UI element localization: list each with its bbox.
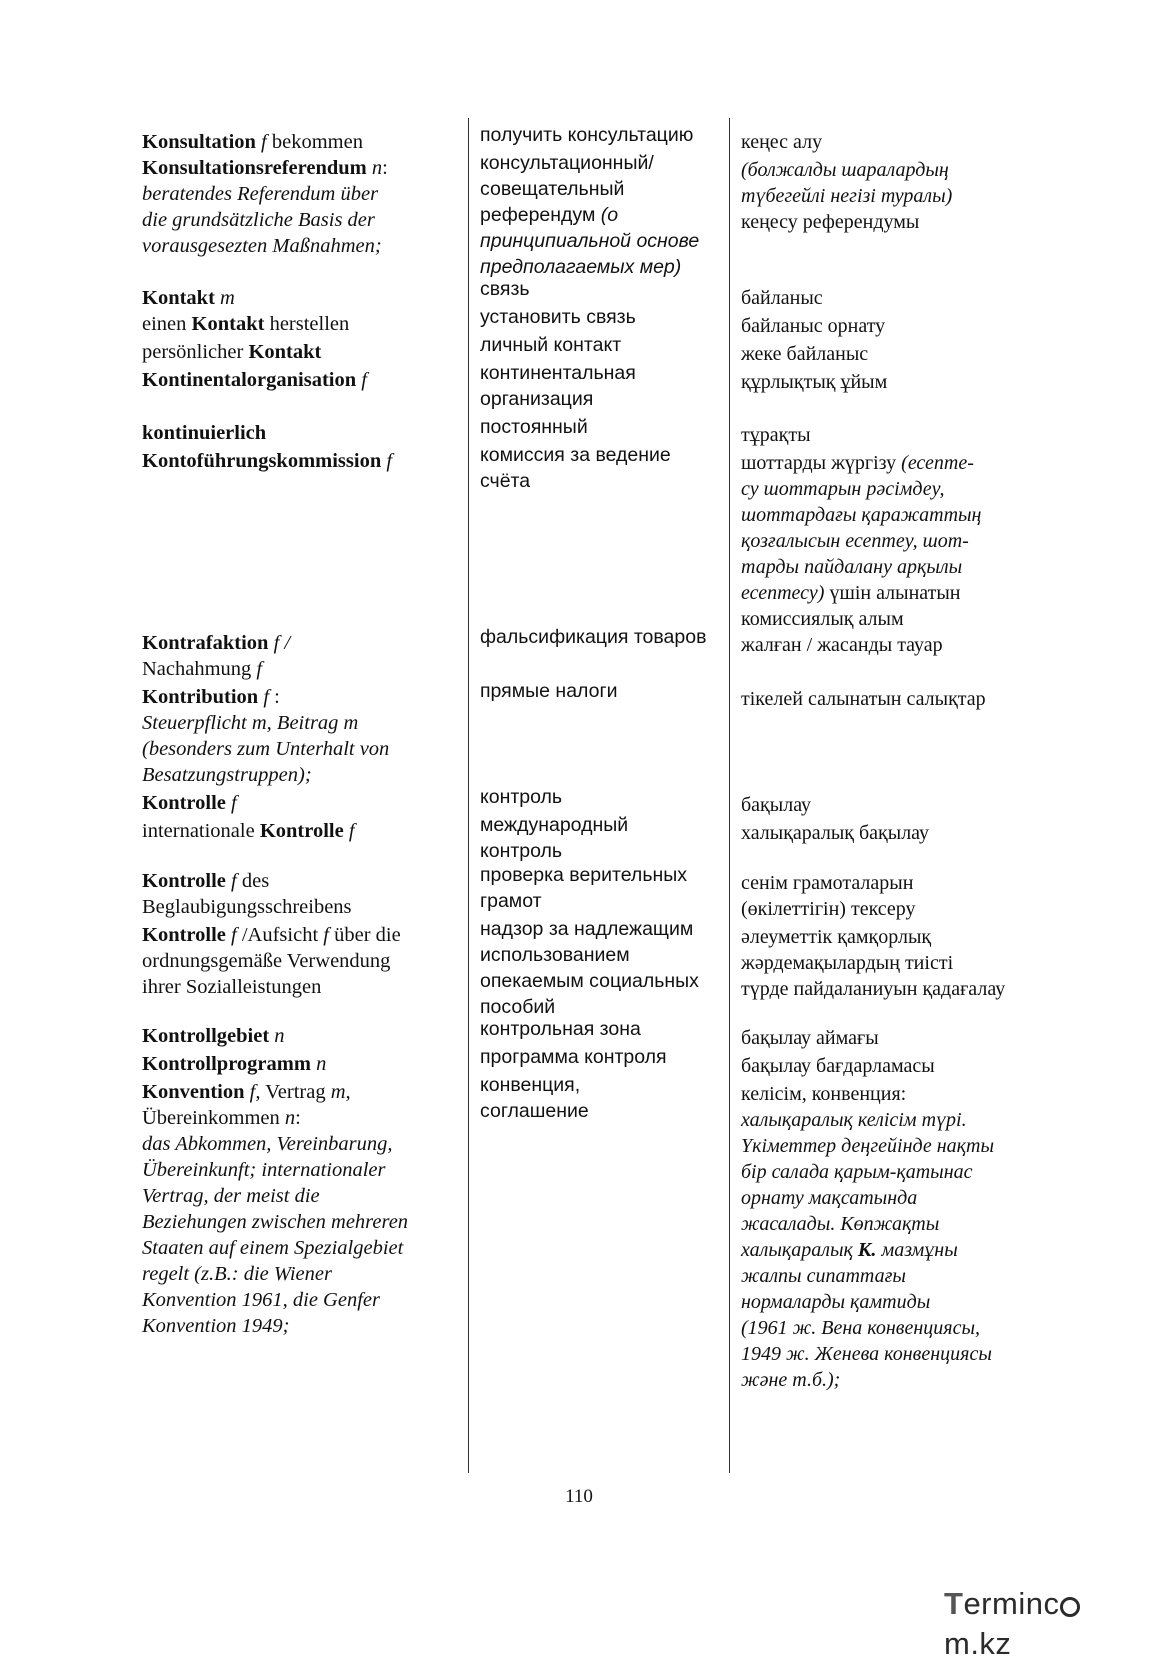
kazakh-line bbox=[741, 1289, 930, 1315]
russian-text-run: надзор за надлежащим bbox=[480, 918, 694, 940]
german-text-run: Konsultation bbox=[142, 131, 256, 153]
kazakh-text-run: (өкілеттігін) тексеру bbox=[741, 898, 916, 920]
russian-line bbox=[480, 468, 530, 494]
kazakh-line bbox=[741, 422, 811, 448]
kazakh-line bbox=[741, 1081, 906, 1107]
german-text-run: kontinuierlich bbox=[142, 422, 267, 444]
german-text-run: f bbox=[225, 870, 237, 892]
german-line bbox=[142, 311, 349, 337]
german-text-run: Kontrolle bbox=[142, 924, 226, 946]
kazakh-text-run: жасалады. Көпжақты bbox=[741, 1213, 940, 1235]
german-text-run: Übereinkommen bbox=[142, 1107, 285, 1129]
russian-line bbox=[480, 838, 562, 864]
kazakh-text-run: халықаралық бақылау bbox=[741, 822, 930, 844]
german-line bbox=[142, 129, 363, 155]
russian-text-run: контрольная зона bbox=[480, 1018, 641, 1040]
german-text-run: ordnungsgemäße Verwendung bbox=[142, 950, 391, 972]
german-line bbox=[142, 367, 367, 393]
russian-text-run: использованием bbox=[480, 944, 630, 966]
german-line bbox=[142, 710, 358, 736]
german-text-run: Konsultationsreferendum bbox=[142, 157, 367, 179]
russian-line bbox=[480, 784, 562, 810]
german-text-run: (besonders zum Unterhalt von bbox=[142, 738, 390, 760]
russian-text-run: континентальная bbox=[480, 362, 636, 384]
german-line bbox=[142, 181, 378, 207]
kazakh-text-run: тұрақты bbox=[741, 424, 811, 446]
german-text-run: n bbox=[284, 1107, 296, 1129]
termincom-logo[interactable] bbox=[944, 1584, 1144, 1661]
german-text-run: Besatzungstruppen); bbox=[142, 764, 312, 786]
kazakh-line bbox=[741, 313, 885, 339]
german-text-run: f bbox=[258, 686, 270, 708]
kazakh-text-run: сенім грамоталарын bbox=[741, 872, 914, 894]
kazakh-line bbox=[741, 341, 868, 367]
kazakh-line bbox=[741, 528, 969, 554]
kazakh-line bbox=[741, 924, 931, 950]
kazakh-line bbox=[741, 686, 986, 712]
kazakh-line bbox=[741, 792, 811, 818]
russian-text-run: принципиальной основе bbox=[480, 230, 700, 252]
russian-line bbox=[480, 304, 636, 330]
russian-line bbox=[480, 968, 699, 994]
german-text-run: : bbox=[269, 686, 280, 708]
kazakh-line bbox=[741, 476, 945, 502]
russian-line bbox=[480, 228, 699, 254]
german-line bbox=[142, 1313, 289, 1339]
german-text-run: Kontrollprogramm bbox=[142, 1053, 311, 1075]
kazakh-text-run: мазмұны bbox=[876, 1239, 958, 1261]
kazakh-text-run: жалған / жасанды тауар bbox=[741, 634, 943, 656]
kazakh-line bbox=[741, 580, 961, 606]
kazakh-line bbox=[741, 1237, 958, 1263]
german-text-run: f bbox=[343, 820, 355, 842]
german-text-run: Kontinentalorganisation bbox=[142, 369, 357, 391]
logo-domain: m.kz bbox=[944, 1626, 1012, 1661]
kazakh-text-run: (болжалды шаралардың bbox=[741, 159, 949, 181]
german-line bbox=[142, 339, 321, 365]
russian-line bbox=[480, 1044, 667, 1070]
kazakh-line bbox=[741, 606, 904, 632]
kazakh-text-run: халықаралық келісім түрі. bbox=[741, 1109, 967, 1131]
german-text-run: bekommen bbox=[266, 131, 363, 153]
german-text-run: f bbox=[251, 658, 263, 680]
german-text-run: n bbox=[310, 1053, 327, 1075]
german-text-run: Kontoführungskommission bbox=[142, 450, 382, 472]
german-line bbox=[142, 1235, 403, 1261]
kazakh-text-run: комиссиялық алым bbox=[741, 608, 904, 630]
german-text-run: Kontakt bbox=[191, 313, 265, 335]
german-text-run: persönlicher bbox=[142, 341, 249, 363]
kazakh-line bbox=[741, 1341, 992, 1367]
russian-text-run: пособий bbox=[480, 996, 556, 1018]
german-text-run: Beglaubigungsschreibens bbox=[142, 896, 352, 918]
german-line bbox=[142, 656, 262, 682]
kazakh-text-run: және т.б.); bbox=[741, 1369, 841, 1391]
russian-text-run: (о bbox=[600, 204, 619, 226]
german-line bbox=[142, 285, 235, 311]
kazakh-line bbox=[741, 1367, 840, 1393]
kazakh-line bbox=[741, 1025, 879, 1051]
kazakh-line bbox=[741, 632, 943, 658]
german-line bbox=[142, 1051, 326, 1077]
kazakh-text-run: шоттардағы қаражаттың bbox=[741, 504, 982, 526]
german-line bbox=[142, 868, 269, 894]
german-line bbox=[142, 1131, 393, 1157]
russian-line bbox=[480, 386, 593, 412]
russian-text-run: международный bbox=[480, 814, 629, 836]
kazakh-line bbox=[741, 820, 929, 846]
kazakh-line bbox=[741, 502, 981, 528]
german-text-run: herstellen bbox=[264, 313, 350, 335]
german-text-run: f bbox=[323, 924, 329, 946]
german-text-run: Staaten auf einem Spezialgebiet bbox=[142, 1237, 404, 1259]
german-line bbox=[142, 233, 382, 259]
russian-line bbox=[480, 414, 588, 440]
russian-text-run: консультационный/ bbox=[480, 152, 654, 174]
german-text-run: Kontrafaktion bbox=[142, 632, 269, 654]
german-text-run: m bbox=[214, 287, 235, 309]
german-text-run: n bbox=[269, 1025, 285, 1047]
kazakh-text-run: су шоттарын рәсімдеу, bbox=[741, 478, 945, 500]
russian-line bbox=[480, 150, 654, 176]
german-line bbox=[142, 1157, 386, 1183]
kazakh-line bbox=[741, 1185, 917, 1211]
german-line bbox=[142, 1023, 285, 1049]
russian-text-run: организация bbox=[480, 388, 594, 410]
russian-line bbox=[480, 202, 618, 228]
kazakh-line bbox=[741, 1263, 906, 1289]
german-text-run: /Aufsicht bbox=[236, 924, 324, 946]
column-divider-left bbox=[468, 118, 469, 1473]
kazakh-line bbox=[741, 183, 952, 209]
kazakh-line bbox=[741, 1211, 939, 1237]
kazakh-line bbox=[741, 129, 822, 155]
russian-line bbox=[480, 624, 706, 650]
russian-line bbox=[480, 942, 630, 968]
kazakh-text-run: (1961 ж. Вена конвенциясы, bbox=[741, 1317, 980, 1339]
kazakh-text-run: 1949 ж. Женева конвенциясы bbox=[741, 1343, 992, 1365]
russian-line bbox=[480, 916, 693, 942]
russian-line bbox=[480, 122, 693, 148]
german-text-run: Beziehungen zwischen mehreren bbox=[142, 1211, 409, 1233]
german-text-run: f bbox=[356, 369, 367, 391]
kazakh-text-run: кеңесу референдумы bbox=[741, 211, 920, 233]
russian-text-run: программа контроля bbox=[480, 1046, 667, 1068]
russian-line bbox=[480, 1098, 589, 1124]
russian-line bbox=[480, 678, 618, 704]
russian-line bbox=[480, 276, 530, 302]
german-line bbox=[142, 948, 390, 974]
russian-line bbox=[480, 332, 621, 358]
german-text-run: f bbox=[225, 792, 237, 814]
german-text-run: : bbox=[295, 1107, 301, 1129]
german-text-run: über die bbox=[328, 924, 401, 946]
kazakh-text-run: бақылау bbox=[741, 794, 812, 816]
german-text-run: Vertrag, der meist die bbox=[142, 1185, 320, 1207]
german-text-run: f / bbox=[268, 632, 291, 654]
kazakh-text-run: халықаралық bbox=[741, 1239, 858, 1261]
german-line bbox=[142, 1287, 380, 1313]
german-line bbox=[142, 1183, 320, 1209]
kazakh-text-run: есептесу) bbox=[741, 582, 825, 604]
russian-line bbox=[480, 812, 628, 838]
german-text-run: Konvention 1949; bbox=[142, 1315, 290, 1337]
russian-line bbox=[480, 442, 671, 468]
russian-text-run: контроль bbox=[480, 840, 563, 862]
german-line bbox=[142, 684, 280, 710]
russian-text-run: получить консультацию bbox=[480, 124, 694, 146]
german-text-run: Übereinkunft; internationaler bbox=[142, 1159, 386, 1181]
kazakh-line bbox=[741, 554, 962, 580]
german-line bbox=[142, 1079, 351, 1105]
russian-text-run: конвенция, bbox=[480, 1074, 581, 1096]
column-divider-right bbox=[729, 118, 730, 1473]
german-text-run: beratendes Referendum über bbox=[142, 183, 379, 205]
kazakh-line bbox=[741, 285, 823, 311]
kazakh-text-run: үшін алынатын bbox=[824, 582, 961, 604]
kazakh-text-run: (есепте- bbox=[901, 452, 974, 474]
kazakh-line bbox=[741, 369, 887, 395]
kazakh-text-run: орнату мақсатында bbox=[741, 1187, 918, 1209]
kazakh-text-run: К. bbox=[857, 1239, 877, 1261]
german-text-run: m, bbox=[330, 1081, 351, 1103]
german-line bbox=[142, 762, 312, 788]
russian-text-run: фальсификация товаров bbox=[480, 626, 707, 648]
kazakh-text-run: кеңес алу bbox=[741, 131, 823, 153]
kazakh-line bbox=[741, 450, 974, 476]
russian-line bbox=[480, 176, 624, 202]
german-text-run: Kontrolle bbox=[142, 792, 226, 814]
russian-text-run: установить связь bbox=[480, 306, 636, 328]
kazakh-text-run: жалпы сипаттағы bbox=[741, 1265, 906, 1287]
german-text-run: ihrer Sozialleistungen bbox=[142, 976, 322, 998]
russian-text-run: опекаемым социальных bbox=[480, 970, 699, 992]
german-line bbox=[142, 736, 389, 762]
russian-line bbox=[480, 360, 636, 386]
german-line bbox=[142, 922, 401, 948]
kazakh-text-run: бақылау аймағы bbox=[741, 1027, 879, 1049]
kazakh-text-run: бақылау бағдарламасы bbox=[741, 1055, 935, 1077]
german-text-run: f, bbox=[244, 1081, 261, 1103]
kazakh-text-run: Үкіметтер деңгейінде нақты bbox=[741, 1135, 994, 1157]
kazakh-text-run: нормаларды қамтиды bbox=[741, 1291, 931, 1313]
russian-line bbox=[480, 1072, 580, 1098]
russian-text-run: грамот bbox=[480, 890, 542, 912]
german-text-run: f bbox=[381, 450, 393, 472]
kazakh-line bbox=[741, 1315, 980, 1341]
german-line bbox=[142, 1209, 408, 1235]
kazakh-text-run: байланыс bbox=[741, 287, 823, 309]
page-number: 110 bbox=[565, 1486, 593, 1507]
russian-text-run: контроль bbox=[480, 786, 563, 808]
german-line bbox=[142, 448, 392, 474]
russian-text-run: счёта bbox=[480, 470, 531, 492]
russian-text-run: предполагаемых мер) bbox=[480, 256, 682, 278]
logo-letter: T bbox=[944, 1586, 964, 1621]
logo-circle-icon bbox=[1060, 1597, 1080, 1617]
kazakh-text-run: шоттарды жүргізу bbox=[741, 452, 902, 474]
german-line bbox=[142, 974, 321, 1000]
logo-text: erminc bbox=[963, 1586, 1060, 1621]
kazakh-line bbox=[741, 870, 913, 896]
german-text-run: Nachahmung bbox=[142, 658, 252, 680]
russian-text-run: постоянный bbox=[480, 416, 588, 438]
german-line bbox=[142, 894, 352, 920]
russian-text-run: референдум bbox=[480, 204, 601, 226]
german-line bbox=[142, 630, 290, 656]
german-text-run: f bbox=[225, 924, 237, 946]
german-text-run: Kontrollgebiet bbox=[142, 1025, 270, 1047]
german-text-run: des bbox=[236, 870, 270, 892]
kazakh-text-run: жәрдемақылардың тиісті bbox=[741, 952, 954, 974]
kazakh-line bbox=[741, 950, 953, 976]
russian-text-run: личный контакт bbox=[480, 334, 622, 356]
russian-text-run: совещательный bbox=[480, 178, 625, 200]
kazakh-text-run: тікелей салынатын салықтар bbox=[741, 688, 986, 710]
german-line bbox=[142, 1105, 301, 1131]
kazakh-line bbox=[741, 1107, 967, 1133]
russian-line bbox=[480, 862, 687, 888]
kazakh-line bbox=[741, 1053, 935, 1079]
german-line bbox=[142, 818, 355, 844]
kazakh-text-run: келісім, конвенция: bbox=[741, 1083, 907, 1105]
russian-text-run: соглашение bbox=[480, 1100, 589, 1122]
german-text-run: einen bbox=[142, 313, 192, 335]
german-line bbox=[142, 207, 375, 233]
german-text-run: Kontakt bbox=[142, 287, 215, 309]
german-text-run: f bbox=[255, 131, 267, 153]
kazakh-text-run: құрлықтық ұйым bbox=[741, 371, 888, 393]
german-line bbox=[142, 420, 266, 446]
kazakh-text-run: жеке байланыс bbox=[741, 343, 869, 365]
russian-text-run: комиссия за ведение bbox=[480, 444, 671, 466]
german-line bbox=[142, 1261, 332, 1287]
russian-line bbox=[480, 888, 542, 914]
kazakh-text-run: түрде пайдаланиуын қадағалау bbox=[741, 978, 1006, 1000]
german-text-run: Kontrolle bbox=[142, 870, 226, 892]
german-text-run: Vertrag bbox=[260, 1081, 331, 1103]
kazakh-line bbox=[741, 1159, 973, 1185]
german-text-run: Kontribution bbox=[142, 686, 259, 708]
kazakh-text-run: байланыс орнату bbox=[741, 315, 886, 337]
kazakh-line bbox=[741, 896, 916, 922]
kazakh-text-run: әлеуметтік қамқорлық bbox=[741, 926, 932, 948]
german-line bbox=[142, 155, 388, 181]
kazakh-line bbox=[741, 209, 919, 235]
kazakh-line bbox=[741, 976, 1005, 1002]
german-text-run: internationale bbox=[142, 820, 260, 842]
german-line bbox=[142, 790, 237, 816]
german-text-run: Steuerpflicht m, Beitrag m bbox=[142, 712, 359, 734]
kazakh-text-run: түбегейлі негізі туралы) bbox=[741, 185, 953, 207]
german-text-run: Konvention bbox=[142, 1081, 245, 1103]
kazakh-line bbox=[741, 157, 949, 183]
german-text-run: vorausgesezten Maßnahmen; bbox=[142, 235, 382, 257]
kazakh-text-run: қозғалысын есептеу, шот- bbox=[741, 530, 969, 552]
german-text-run: : bbox=[382, 157, 388, 179]
german-text-run: das Abkommen, Vereinbarung, bbox=[142, 1133, 393, 1155]
russian-line bbox=[480, 1016, 641, 1042]
german-text-run: Kontakt bbox=[248, 341, 322, 363]
kazakh-text-run: тарды пайдалану арқылы bbox=[741, 556, 963, 578]
german-text-run: regelt (z.B.: die Wiener bbox=[142, 1263, 332, 1285]
german-text-run: die grundsätzliche Basis der bbox=[142, 209, 375, 231]
russian-text-run: проверка верительных bbox=[480, 864, 688, 886]
russian-text-run: связь bbox=[480, 278, 530, 300]
kazakh-text-run: бір салада қарым-қатынас bbox=[741, 1161, 973, 1183]
german-text-run: Kontrolle bbox=[259, 820, 344, 842]
german-text-run: Konvention 1961, die Genfer bbox=[142, 1289, 380, 1311]
german-text-run: n bbox=[366, 157, 383, 179]
russian-text-run: прямые налоги bbox=[480, 680, 618, 702]
kazakh-line bbox=[741, 1133, 994, 1159]
